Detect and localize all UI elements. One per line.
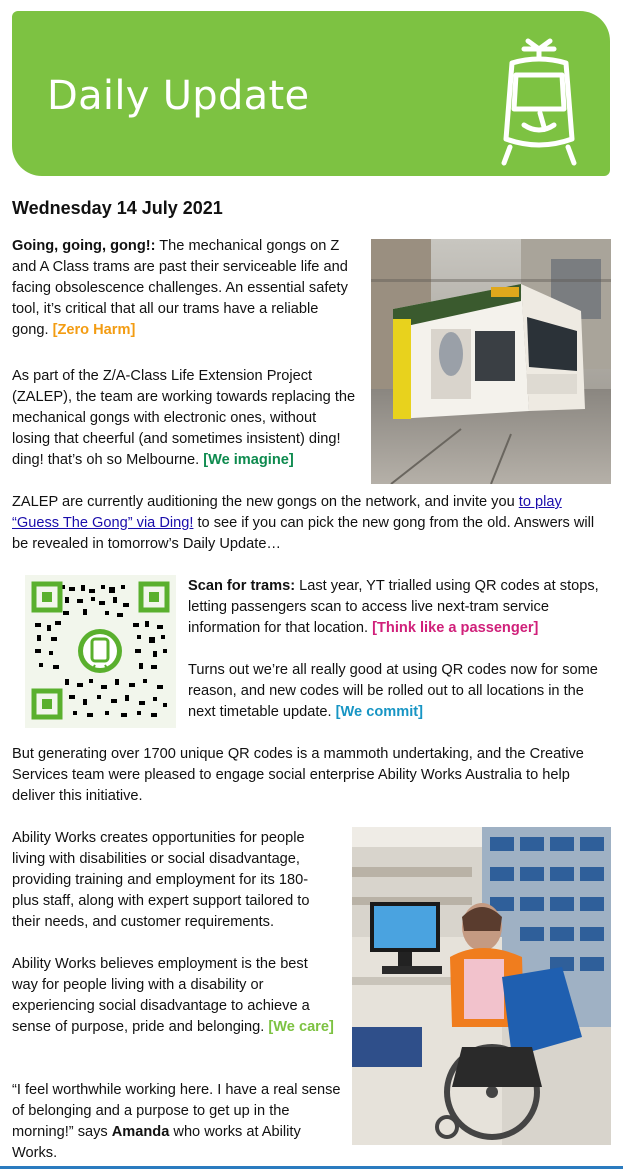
audition-paragraph — [12, 492, 612, 555]
zalep-paragraph — [12, 366, 357, 471]
qr-body: Last year, YT trialled using QR codes at stops, letting passengers scan to access live next-tram service information for that location. — [188, 578, 599, 636]
zalep-body: As part of the Z/A-Class Life Extension Project (ZALEP), the team are working towards replacing the mechanical gongs with electronic ones, without losing that cheerful (and sometimes insistent) ding! ding! that’s oh so Melbourne. — [12, 368, 356, 468]
qr-rollout-body: Turns out we’re all really good at using QR codes now for some reason, and new codes will be rolled out to all locations in the next timetable update. — [188, 662, 598, 720]
tag-we-care: [We care] — [268, 1019, 334, 1035]
ability-belief-body: Ability Works believes employment is the best way for people living with a disability or experiencing social disadvantage to achieve a sense of purpose, pride and belonging. — [12, 956, 310, 1035]
qr-generation-paragraph: But generating over 1700 unique QR codes is a mammoth undertaking, and the Creative Services team were pleased to engage social enterprise Ability Works Australia to help deliver this initiative. — [12, 746, 584, 804]
gong-heading: Going, going, gong!: — [12, 238, 156, 254]
tag-zero-harm: [Zero Harm] — [52, 322, 136, 338]
tag-we-imagine: [We imagine] — [203, 452, 294, 468]
quote-text-before: “I feel worthwhile working here. I have a real sense of belonging and a purpose to get up in the morning!” says — [12, 1082, 341, 1140]
footer-divider — [0, 1166, 623, 1169]
tram-icon — [490, 35, 588, 171]
tag-think-like-a-passenger: [Think like a passenger] — [372, 620, 539, 636]
quote-text-after: who works at Ability Works. — [12, 1124, 301, 1161]
issue-date: Wednesday 14 July 2021 — [12, 198, 223, 218]
tram-photo — [371, 239, 611, 484]
audition-text-before: ZALEP are currently auditioning the new gongs on the network, and invite you — [12, 494, 519, 510]
ability-works-paragraph: Ability Works creates opportunities for people living with disabilities or social disadvantage, providing training and employment for its 180-plus staff, along with expert support tailored to their needs, and customer requirements. — [12, 830, 310, 930]
gong-paragraph — [12, 236, 352, 341]
audition-text-after: to see if you can pick the new gong from the old. Answers will be revealed in tomorrow’s Daily Update… — [12, 515, 595, 552]
qr-heading: Scan for trams: — [188, 578, 296, 594]
header-banner — [12, 11, 610, 176]
quote-name: Amanda — [111, 1124, 170, 1140]
gong-body: The mechanical gongs on Z and A Class trams are past their serviceable life and facing obsolescence challenges. An essential safety tool, it’s critical that all our trams have a reliable gong. — [12, 238, 348, 338]
ability-works-photo — [352, 827, 611, 1145]
qr-paragraph — [188, 576, 613, 639]
ability-works-belief-paragraph — [12, 954, 334, 1038]
tag-we-commit: [We commit] — [335, 704, 423, 720]
banner-title: Daily Update — [47, 73, 310, 119]
guess-the-gong-link[interactable]: to play “Guess The Gong” via Ding! — [12, 494, 562, 531]
qr-code-image — [25, 575, 176, 728]
amanda-quote-paragraph — [12, 1080, 342, 1164]
qr-rollout-paragraph — [188, 660, 613, 723]
